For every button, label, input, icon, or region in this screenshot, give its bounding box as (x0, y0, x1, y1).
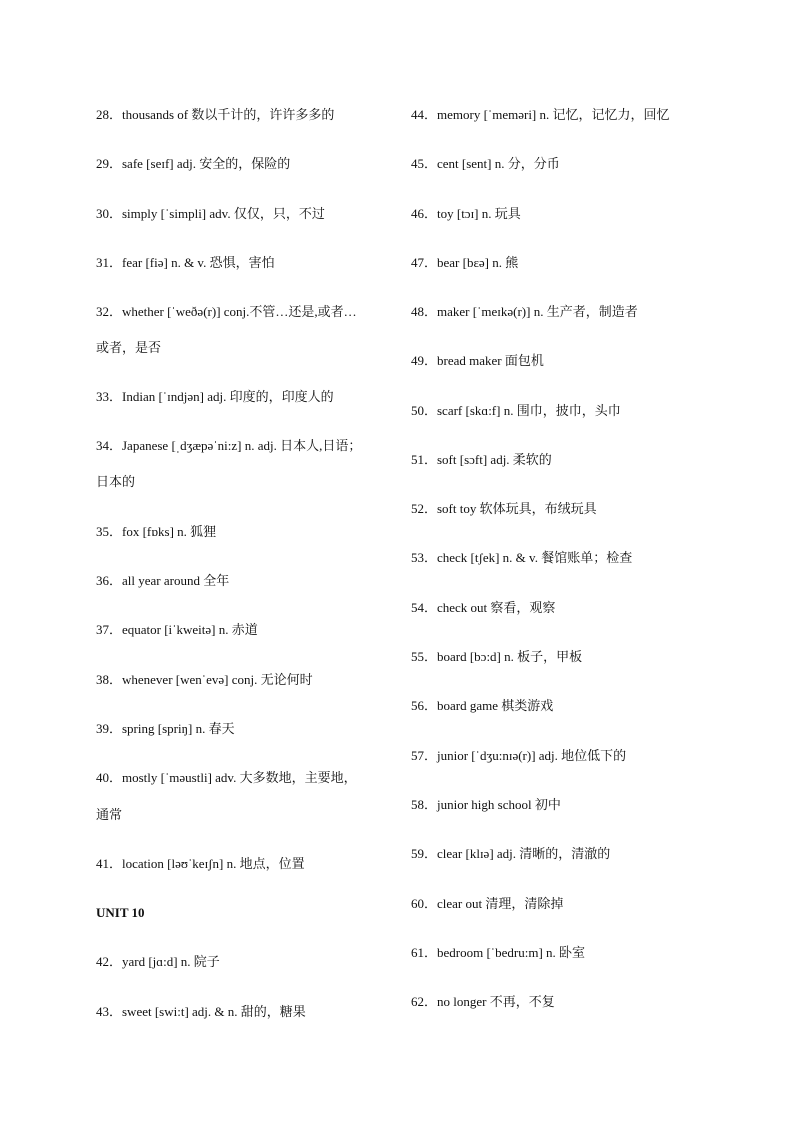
vocab-entry: 61．bedroom [ˈbedru:m] n. 卧室 (411, 945, 586, 960)
vocab-entry-continuation: 或者，是否 (96, 340, 162, 355)
vocab-entry: 37．equator [iˈkweitə] n. 赤道 (96, 622, 258, 637)
vocab-entry: 60．clear out 清理，清除掉 (411, 896, 564, 911)
vocab-entry: 42．yard [jɑ:d] n. 院子 (96, 954, 220, 969)
vocab-entry: 54．check out 察看，观察 (411, 600, 556, 615)
unit-heading: UNIT 10 (96, 905, 145, 920)
vocab-entry: 40．mostly [ˈməustli] adv. 大多数地，主要地， (96, 770, 357, 785)
vocab-entry: 44．memory [ˈmeməri] n. 记忆，记忆力，回忆 (411, 107, 670, 122)
vocab-entry: 34．Japanese [ˌdʒæpəˈni:z] n. adj. 日本人,日语； (96, 438, 362, 453)
vocab-entry: 38．whenever [wenˈevə] conj. 无论何时 (96, 672, 313, 687)
vocab-entry-continuation: 日本的 (96, 474, 136, 489)
vocab-entry: 46．toy [tɔɪ] n. 玩具 (411, 206, 521, 221)
vocab-entry: 56．board game 棋类游戏 (411, 698, 554, 713)
vocab-entry: 28．thousands of 数以千计的，许许多多的 (96, 107, 335, 122)
vocab-entry: 43．sweet [swi:t] adj. & n. 甜的，糖果 (96, 1004, 306, 1019)
vocab-entry: 52．soft toy 软体玩具，布绒玩具 (411, 501, 597, 516)
vocab-entry: 50．scarf [skɑ:f] n. 围巾，披巾，头巾 (411, 403, 621, 418)
vocab-entry: 39．spring [spriŋ] n. 春天 (96, 721, 235, 736)
vocab-entry: 41．location [ləʊˈkeɪʃn] n. 地点，位置 (96, 856, 305, 871)
vocab-entry: 48．maker [ˈmeɪkə(r)] n. 生产者，制造者 (411, 304, 638, 319)
vocab-entry: 35．fox [fɒks] n. 狐狸 (96, 524, 217, 539)
vocab-entry: 59．clear [klɪə] adj. 清晰的，清澈的 (411, 846, 611, 861)
vocab-entry: 62．no longer 不再，不复 (411, 994, 555, 1009)
vocab-entry: 47．bear [bɛə] n. 熊 (411, 255, 519, 270)
vocab-entry: 45．cent [sent] n. 分，分币 (411, 156, 560, 171)
vocab-entry: 58．junior high school 初中 (411, 797, 561, 812)
vocab-entry: 53．check [tʃek] n. & v. 餐馆账单；检查 (411, 550, 633, 565)
vocab-entry: 51．soft [sɔft] adj. 柔软的 (411, 452, 552, 467)
vocab-entry-continuation: 通常 (96, 807, 123, 822)
vocab-entry: 31．fear [fiə] n. & v. 恐惧，害怕 (96, 255, 275, 270)
vocab-entry: 30．simply [ˈsimpli] adv. 仅仅，只，不过 (96, 206, 325, 221)
vocab-entry: 36．all year around 全年 (96, 573, 230, 588)
vocab-entry: 32．whether [ˈweðə(r)] conj.不管…还是,或者… (96, 304, 357, 319)
vocab-entry: 33．Indian [ˈɪndjən] adj. 印度的，印度人的 (96, 389, 334, 404)
vocab-entry: 49．bread maker 面包机 (411, 353, 544, 368)
vocab-entry: 55．board [bɔ:d] n. 板子，甲板 (411, 649, 583, 664)
vocab-entry: 29．safe [seɪf] adj. 安全的，保险的 (96, 156, 291, 171)
vocab-entry: 57．junior [ˈdʒu:nɪə(r)] adj. 地位低下的 (411, 748, 627, 763)
